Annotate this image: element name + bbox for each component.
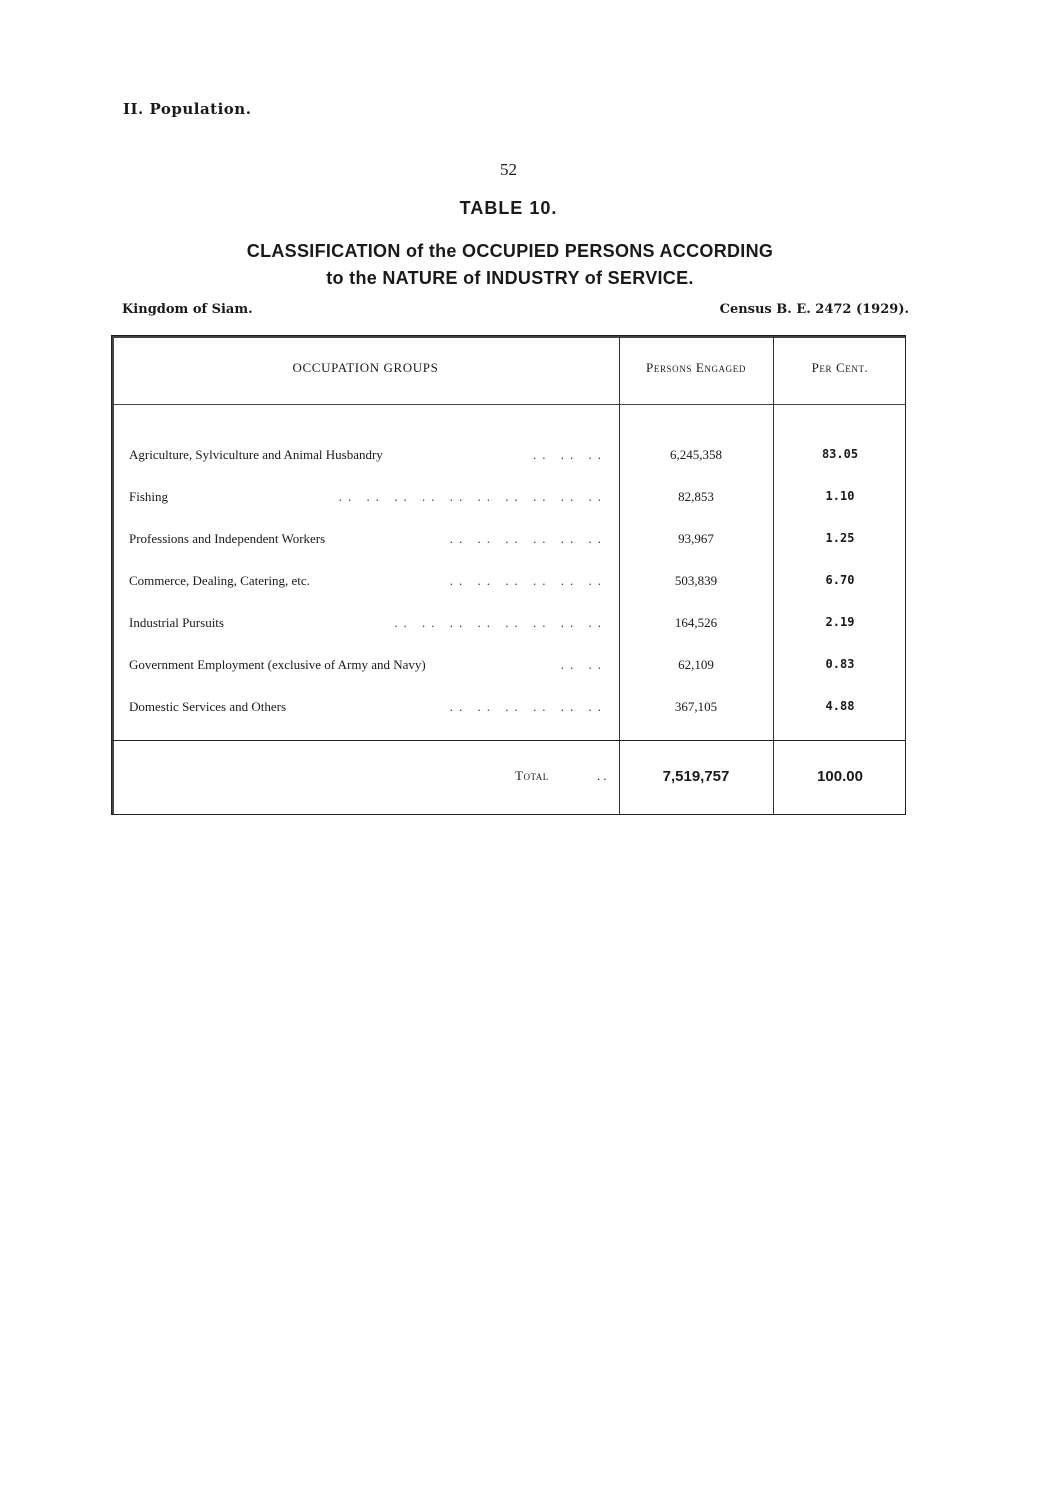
header-persons-engaged: Persons Engaged [646, 360, 746, 375]
persons-engaged-value: 164,526 [674, 615, 718, 630]
table-row: Fishing .. .. .. .. .. .. .. .. .. .. 82,853 1.10 [112, 489, 905, 509]
per-cent-value: 1.10 [825, 489, 855, 503]
header-per-cent: Per Cent. [811, 360, 869, 375]
persons-engaged-value: 503,839 [674, 573, 718, 588]
occupation-group-label: Industrial Pursuits [129, 615, 228, 630]
table-row: Government Employment (exclusive of Army and Navy) .. .. 62,109 0.83 [112, 657, 905, 677]
persons-engaged-value: 6,245,358 [670, 447, 722, 462]
occupation-group-label: Domestic Services and Others [129, 699, 290, 714]
table-row: Commerce, Dealing, Catering, etc. .. .. .. .. .. .. 503,839 6.70 [112, 573, 905, 593]
per-cent-value: 0.83 [825, 657, 855, 671]
persons-engaged-value: 62,109 [678, 657, 714, 672]
occupation-group-label: Fishing [129, 489, 172, 504]
occupation-group-label: Agriculture, Sylviculture and Animal Husbandry [129, 447, 387, 462]
header-divider [112, 404, 905, 405]
table-title-line-1: CLASSIFICATION of the OCCUPIED PERSONS ACCORDING [246, 241, 774, 261]
persons-engaged-value: 82,853 [678, 489, 714, 504]
per-cent-value: 4.88 [825, 699, 855, 713]
table-row: Domestic Services and Others .. .. .. .. .. .. 367,105 4.88 [112, 699, 905, 719]
persons-engaged-value: 367,105 [674, 699, 718, 714]
total-label: Total [515, 768, 549, 783]
per-cent-value: 6.70 [825, 573, 855, 587]
section-heading: II. Population. [123, 100, 252, 118]
occupation-table [111, 335, 906, 815]
total-divider [112, 740, 905, 741]
per-cent-value: 1.25 [825, 531, 855, 545]
per-cent-value: 83.05 [821, 447, 859, 461]
page-number: 52 [500, 160, 517, 179]
header-occupation-groups: OCCUPATION GROUPS [292, 360, 439, 375]
total-per-cent-value: 100.00 [817, 768, 863, 785]
occupation-group-label: Commerce, Dealing, Catering, etc. [129, 573, 314, 588]
occupation-group-label: Professions and Independent Workers [129, 531, 329, 546]
total-row: Total .. 7,519,757 100.00 [112, 768, 905, 788]
table-row: Agriculture, Sylviculture and Animal Husbandry .. .. .. 6,245,358 83.05 [112, 447, 905, 467]
table-row: Industrial Pursuits .. .. .. .. .. .. .. .. 164,526 2.19 [112, 615, 905, 635]
table-title-line-2: to the NATURE of INDUSTRY of SERVICE. [326, 268, 694, 288]
table-row: Professions and Independent Workers .. .. .. .. .. .. 93,967 1.25 [112, 531, 905, 551]
region-label: Kingdom of Siam. [122, 302, 253, 317]
census-label: Census B. E. 2472 (1929). [719, 302, 909, 317]
persons-engaged-value: 93,967 [678, 531, 714, 546]
occupation-group-label: Government Employment (exclusive of Army and Navy) [129, 657, 430, 672]
table-number: TABLE 10. [459, 198, 558, 218]
per-cent-value: 2.19 [825, 615, 855, 629]
total-persons-value: 7,519,757 [662, 768, 730, 785]
